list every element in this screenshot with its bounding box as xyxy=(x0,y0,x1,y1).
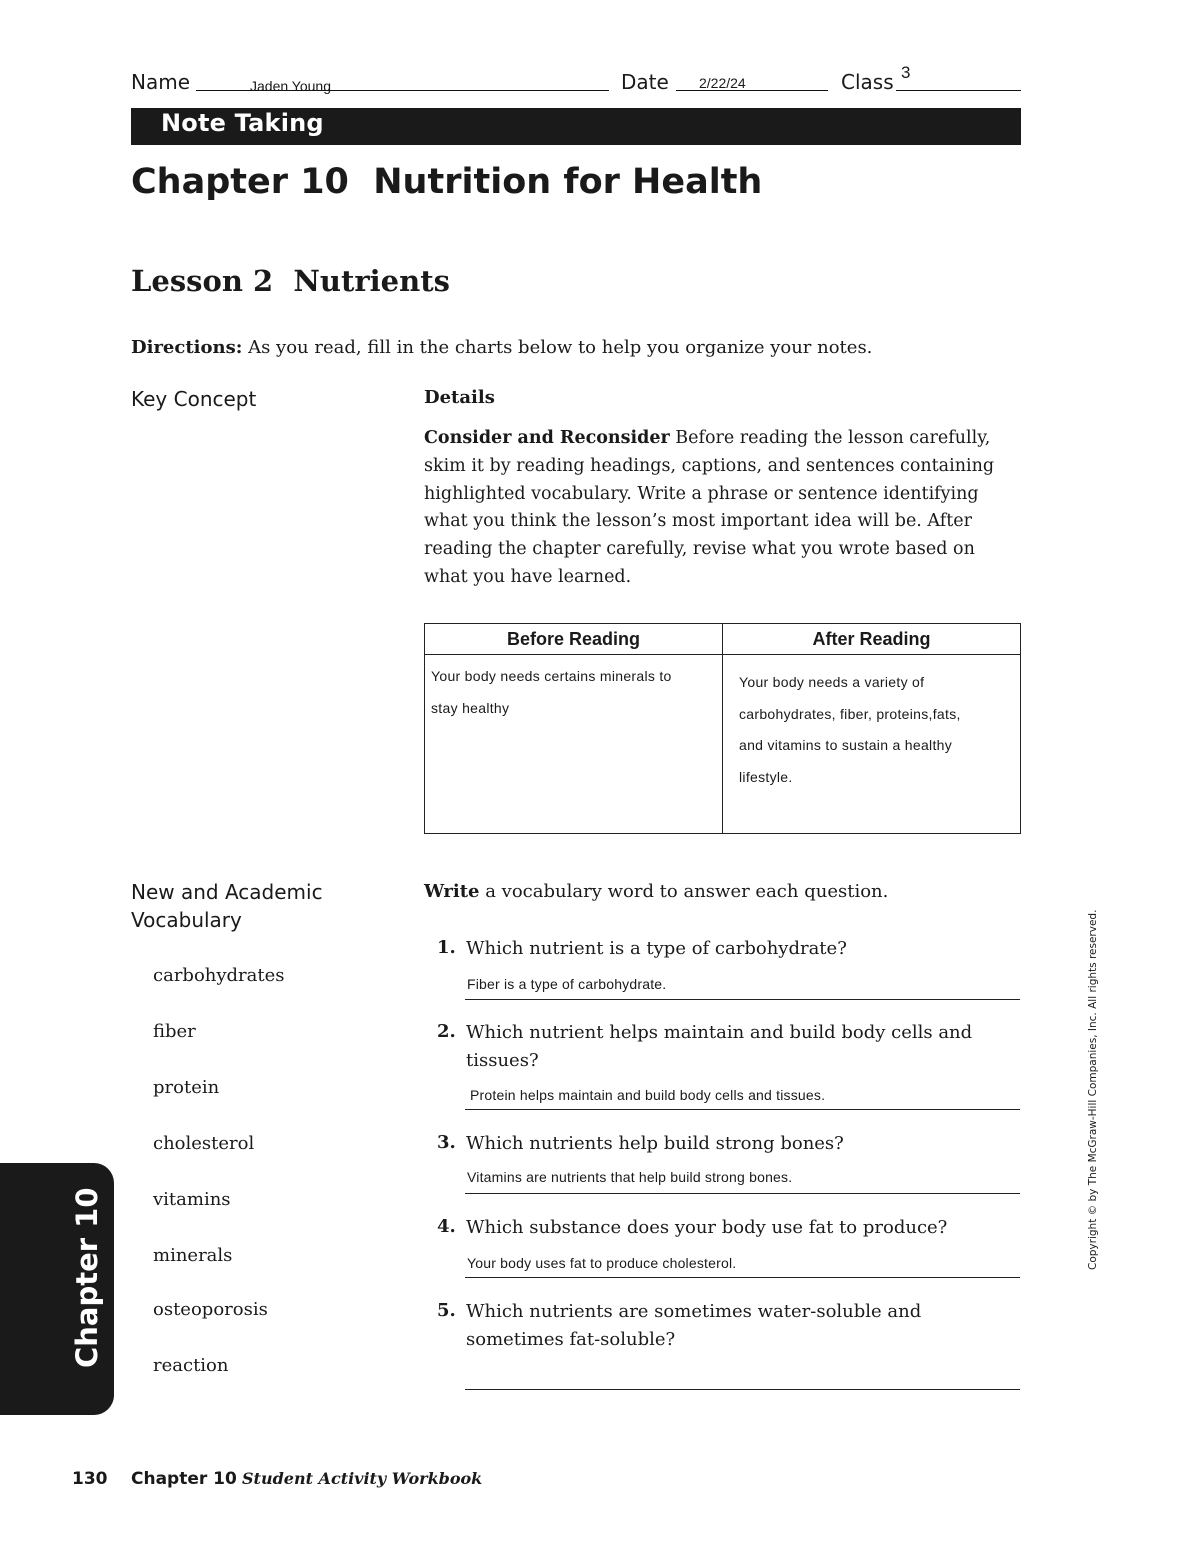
directions xyxy=(131,337,872,358)
class-label: Class xyxy=(841,70,894,94)
vocab-word: fiber xyxy=(153,1021,196,1042)
question-text: Which nutrient is a type of carbohydrate? xyxy=(466,938,847,959)
question-text: Which nutrients are sometimes water-soluble and sometimes fat-soluble? xyxy=(466,1301,922,1350)
write-instruction-text: a vocabulary word to answer each question. xyxy=(479,881,889,902)
band-title: Note Taking xyxy=(161,109,324,137)
vocabulary-heading xyxy=(131,878,323,934)
question-number: 4. xyxy=(437,1216,456,1237)
footer-workbook: Student Activity Workbook xyxy=(242,1469,483,1488)
vocab-word: vitamins xyxy=(153,1189,231,1210)
write-instruction xyxy=(424,881,888,902)
after-reading-line: and vitamins to sustain a healthy xyxy=(739,737,953,753)
date-field[interactable]: 2/22/24 xyxy=(699,75,746,91)
answer-line xyxy=(465,1109,1020,1110)
answer-field[interactable]: Your body uses fat to produce cholesterol. xyxy=(467,1255,737,1271)
question-number: 1. xyxy=(437,937,456,958)
write-instruction-bold: Write xyxy=(424,881,480,902)
vocab-word: minerals xyxy=(153,1245,233,1266)
vocab-word: reaction xyxy=(153,1355,229,1376)
vocab-word: carbohydrates xyxy=(153,965,285,986)
vocabulary-heading-line2: Vocabulary xyxy=(131,908,242,932)
after-reading-line: carbohydrates, fiber, proteins,fats, xyxy=(739,705,961,722)
consider-text: Before reading the lesson carefully, skim it by reading headings, captions, and sentences containing highlighted vocabulary. Write a phrase or sentence identifying what you think the lesson’s most important idea will be. After reading the chapter carefully, revise what you wrote based on what you have learned. xyxy=(424,428,995,587)
footer-chapter: Chapter 10 xyxy=(131,1469,237,1489)
lesson-title: Lesson 2 Nutrients xyxy=(131,264,450,298)
vocab-word: protein xyxy=(153,1077,220,1098)
question-number: 5. xyxy=(437,1300,456,1321)
name-label: Name xyxy=(131,70,191,94)
question-number: 2. xyxy=(437,1021,456,1042)
reading-table xyxy=(424,623,1021,834)
before-reading-line: Your body needs certains minerals to xyxy=(431,668,672,684)
after-reading-header: After Reading xyxy=(723,624,1021,655)
question-number: 3. xyxy=(437,1132,456,1153)
key-concept-heading: Key Concept xyxy=(131,387,257,411)
answer-line xyxy=(465,999,1020,1000)
after-reading-cell[interactable] xyxy=(723,655,1021,834)
question-text: Which nutrient helps maintain and build body cells and tissues? xyxy=(466,1022,973,1071)
answer-line xyxy=(465,1277,1020,1278)
answer-line xyxy=(465,1389,1020,1390)
before-reading-cell[interactable] xyxy=(425,655,723,834)
page-number: 130 xyxy=(72,1469,108,1489)
consider-label: Consider and Reconsider xyxy=(424,428,670,448)
after-reading-line: Your body needs a variety of xyxy=(739,674,925,690)
answer-field[interactable]: Vitamins are nutrients that help build strong bones. xyxy=(467,1169,793,1185)
chapter-side-tab-label: Chapter 10 xyxy=(70,1187,104,1368)
answer-line xyxy=(465,1193,1020,1194)
class-field-line xyxy=(896,90,1021,91)
consider-paragraph xyxy=(424,425,1024,592)
before-reading-line: stay healthy xyxy=(431,699,510,716)
details-heading: Details xyxy=(424,387,495,408)
question-text: Which nutrients help build strong bones? xyxy=(466,1133,844,1154)
chapter-title: Chapter 10 Nutrition for Health xyxy=(131,162,763,202)
date-label: Date xyxy=(621,70,669,94)
answer-field[interactable]: Protein helps maintain and build body cells and tissues. xyxy=(470,1087,826,1103)
after-reading-line: lifestyle. xyxy=(739,768,793,785)
copyright-notice: Copyright © by The McGraw-Hill Companies, Inc. All rights reserved. xyxy=(1087,909,1099,1270)
directions-label: Directions: xyxy=(131,337,243,358)
vocabulary-heading-line1: New and Academic xyxy=(131,880,323,904)
vocab-word: cholesterol xyxy=(153,1133,255,1154)
name-field[interactable]: Jaden Young xyxy=(250,78,331,94)
vocab-word: osteoporosis xyxy=(153,1299,268,1320)
directions-text: As you read, fill in the charts below to help you organize your notes. xyxy=(242,337,873,358)
question-text: Which substance does your body use fat to produce? xyxy=(466,1217,948,1238)
before-reading-header: Before Reading xyxy=(425,624,723,655)
class-field[interactable]: 3 xyxy=(901,63,911,82)
answer-field[interactable]: Fiber is a type of carbohydrate. xyxy=(467,976,667,992)
